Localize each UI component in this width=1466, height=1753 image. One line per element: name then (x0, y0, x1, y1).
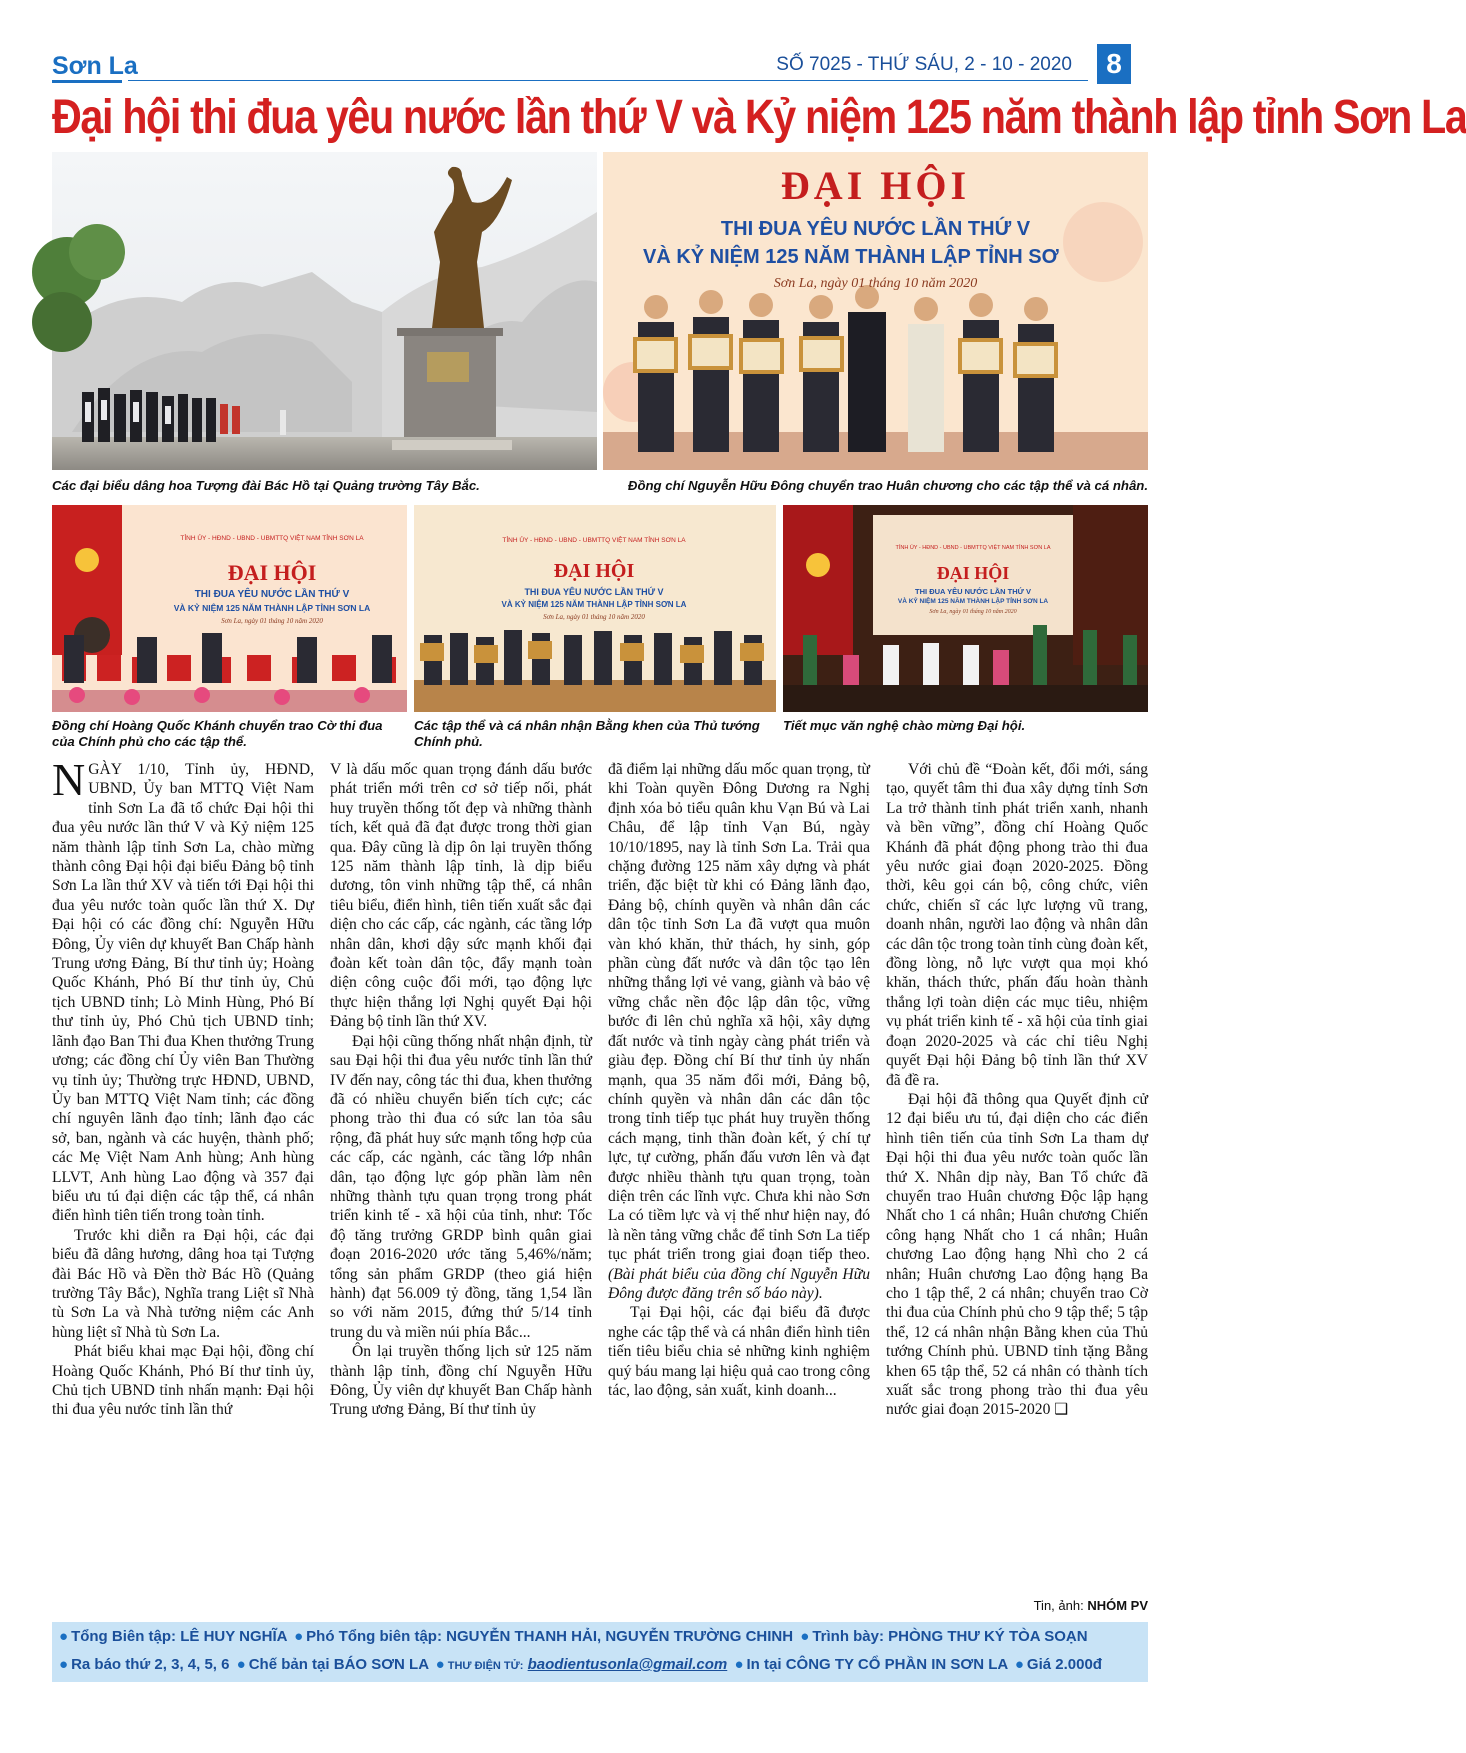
photo-certificates-caption: Các tập thể và cá nhân nhận Bằng khen của Thủ tướng Chính phủ. (414, 718, 760, 749)
masthead-footer (52, 1622, 1148, 1682)
banner3-title: ĐẠI HỘI (227, 560, 317, 585)
print-value: CÔNG TY CỔ PHẦN IN SƠN LA (785, 1656, 1008, 1673)
dropcap: N (52, 754, 86, 805)
banner-date: Sơn La, ngày 01 tháng 10 năm 2020 (773, 276, 978, 291)
footer-line-2: ● Ra báo thứ 2, 3, 4, 5, 6 ● Chế bản tại BÁO SƠN LA ● THƯ ĐIỆN TỬ: baodientusonla@gmail.com ● In tại CÔNG TY CỔ PHẦN IN SƠN LA ● Giá 2.000đ (59, 1656, 1102, 1673)
banner4-date: Sơn La, ngày 01 tháng 10 năm 2020 (543, 613, 645, 621)
header-divider (128, 80, 1088, 81)
paragraph-text: đã điểm lại những dấu mốc quan trọng, từ khi Toàn quyền Đông Dương ra Nghị định xóa bỏ tiểu quân khu Vạn Bú và Lai Châu, để lập tỉnh Vạn Bú, ngày 10/10/1895, nay là tỉnh Sơn La. Trải qua chặng đường 125 năm xây dựng và phát triển, đặc biệt từ khi có Đảng lãnh đạo, Đảng bộ, chính quyền và nhân dân các dân tộc tỉnh Sơn La đã vượt qua muôn vàn khó khăn, thử thách, hy sinh, góp phần cùng đất nước và dân tộc tạo lên những thắng lợi vẻ vang, giành và bảo vệ vững chắc nền độc lập dân tộc, vững bước đi lên chủ nghĩa xã hội, xây dựng đất nước và tỉnh ngày càng phát triển và giàu đẹp. Đồng chí Bí thư tỉnh ủy nhấn mạnh, qua 35 năm đổi mới, Đảng bộ, chính quyền và nhân dân các dân tộc trong tỉnh tiếp tục phát huy truyền thống cách mạng, tinh thần đoàn kết, ý chí tự lực, tự cường, phấn đấu vươn lên và đạt được nhiều thành tựu quan trọng, toàn diện trên các lĩnh vực. Chưa khi nào Sơn La có tiềm lực và vị thế như hiện nay, đó là nền tảng vững chắc để tỉnh Sơn La tiếp tục phát triển trong giai đoạn tiếp theo. (608, 761, 870, 1264)
byline-label: Tin, ảnh: (1033, 1598, 1084, 1613)
banner5-line3: VÀ KỶ NIỆM 125 NĂM THÀNH LẬP TỈNH SƠN LA (897, 598, 1049, 605)
headline: Đại hội thi đua yêu nước lần thứ V và Kỷ niệm 125 năm thành lập tỉnh Sơn La (52, 91, 1466, 144)
typeset-label: Chế bản tại (248, 1656, 330, 1673)
banner5-date: Sơn La, ngày 01 tháng 10 năm 2020 (929, 609, 1017, 615)
price-label: Giá (1026, 1656, 1052, 1673)
banner5-line2: THI ĐUA YÊU NƯỚC LẦN THỨ V (915, 587, 1031, 596)
photo-certificates (414, 505, 776, 712)
speech-note: (Bài phát biểu của đồng chí Nguyễn Hữu Đông được đăng trên số báo này). (608, 1265, 870, 1302)
deputy-editor-names: NGUYỄN THANH HẢI, NGUYỄN TRƯỜNG CHINH (446, 1628, 794, 1645)
layout-value: PHÒNG THƯ KÝ TÒA SOẠN (888, 1628, 1088, 1645)
editor-name: LÊ HUY NGHĨA (180, 1628, 287, 1645)
banner-line2: THI ĐUA YÊU NƯỚC LẦN THỨ V (720, 218, 1031, 240)
email-label: THƯ ĐIỆN TỬ: (447, 1660, 524, 1672)
photo-statue (52, 152, 597, 470)
section-rule (52, 80, 122, 83)
article-column-3 (608, 760, 870, 1400)
banner-title: ĐẠI HỘI (780, 163, 971, 208)
photo-flag-award-caption: Đồng chí Hoàng Quốc Khánh chuyển trao Cờ thi đua của Chính phủ cho các tập thể. (52, 718, 383, 749)
photo-awards-caption: Đồng chí Nguyễn Hữu Đông chuyển trao Huân chương cho các tập thể và cá nhân. (627, 478, 1148, 493)
publish-days: Ra báo thứ 2, 3, 4, 5, 6 (71, 1656, 230, 1673)
statue-image (52, 152, 597, 470)
paragraph: Đại hội đã thông qua Quyết định cử 12 đại biểu ưu tú, đại diện cho các điển hình tiên tiến của tỉnh Sơn La tham dự Đại hội thi đua yêu nước toàn quốc lần thứ X. Nhân dịp này, Ban Tổ chức đã chuyển trao Huân chương Độc lập hạng Nhất cho 1 cá nhân; Huân chương Chiến công hạng Nhất cho 1 cá nhân; Huân chương Lao động hạng Nhì cho 2 cá nhân; Huân chương Lao động hạng Ba cho 1 tập thể, 2 cá nhân; chuyển trao Cờ thi đua của Chính phủ cho 9 tập thể; 5 tập thể, 12 cá nhân nhận Bằng khen của Thủ tướng Chính phủ. UBND tỉnh tặng Bằng khen 65 tập thể, 52 cá nhân có thành tích xuất sắc trong phong trào thi đua yêu nước giai đoạn 2015-2020 ❑ (886, 1090, 1148, 1419)
banner4-title: ĐẠI HỘI (553, 560, 635, 582)
paragraph: Phát biểu khai mạc Đại hội, đồng chí Hoàng Quốc Khánh, Phó Bí thư tỉnh ủy, Chủ tịch UBND tỉnh nhấn mạnh: Đại hội thi đua yêu nước tỉnh lần thứ (52, 1343, 314, 1419)
photo-awards (603, 152, 1148, 470)
layout-label: Trình bày: (812, 1628, 884, 1645)
typeset-value: BÁO SƠN LA (333, 1656, 429, 1673)
page-number: 8 (1097, 44, 1131, 84)
paragraph: Ôn lại truyền thống lịch sử 125 năm thành lập tỉnh, đồng chí Nguyễn Hữu Đông, Ủy viên dự khuyết Ban Chấp hành Trung ương Đảng, Bí thư tỉnh ủy (330, 1343, 592, 1419)
banner4-top: TỈNH ỦY - HĐND - UBND - UBMTTQ VIỆT NAM TỈNH SƠN LA (502, 537, 686, 544)
email-link[interactable]: baodientusonla@gmail.com (527, 1656, 728, 1673)
photo-statue-caption: Các đại biểu dâng hoa Tượng đài Bác Hồ tại Quảng trường Tây Bắc. (52, 478, 480, 493)
banner5-top: TỈNH ỦY - HĐND - UBND - UBMTTQ VIỆT NAM TỈNH SƠN LA (895, 545, 1051, 551)
banner-line3: VÀ KỶ NIỆM 125 NĂM THÀNH LẬP TỈNH SƠ (643, 246, 1059, 268)
paragraph: Đại hội cũng thống nhất nhận định, từ sau Đại hội thi đua yêu nước tỉnh lần thứ IV đến nay, công tác thi đua, khen thưởng đã có nhiều chuyển biến tích cực; các phong trào thi đua có sức lan tỏa sâu rộng, đã phát huy sức mạnh tổng hợp của các cấp, các ngành, các tầng lớp nhân dân, tạo động lực góp phần làm nên những thành tựu quan trọng trong phát triển kinh tế - xã hội của tỉnh, như: Tốc độ tăng trưởng GRDP bình quân giai đoạn 2016-2020 ước tăng 5,46%/năm; tổng sản phẩm GRDP (theo giá hiện hành) đạt 56.009 tỷ đồng, tăng 1,54 lần so với năm 2015, đứng thứ 5/14 tỉnh trung du và miền núi phía Bắc... (330, 1032, 592, 1341)
issue-info: SỐ 7025 - THỨ SÁU, 2 - 10 - 2020 (776, 54, 1072, 75)
editor-label: Tổng Biên tập: (71, 1628, 177, 1645)
paragraph: V là dấu mốc quan trọng đánh dấu bước phát triển mới trên cơ sở tiếp nối, phát huy truyền thống tốt đẹp và những thành tích, kết quả đã đạt được trong thời gian qua. Đây cũng là dịp ôn lại truyền thống 125 năm thành lập tỉnh, là dịp biểu dương, tôn vinh những tập thể, cá nhân tiêu biểu, điển hình, tiên tiến xuất sắc đại diện cho các cấp, các ngành, các tầng lớp nhân dân, khơi dậy sức mạnh khối đại đoàn kết toàn dân tộc, đẩy mạnh toàn diện công cuộc đổi mới, tạo động lực thực hiện thắng lợi Nghị quyết Đại hội Đảng bộ tỉnh lần thứ XV. (330, 761, 592, 1031)
section-name: Sơn La (52, 52, 138, 80)
deputy-editor-label: Phó Tổng biên tập: (306, 1628, 442, 1645)
price-value: 2.000đ (1055, 1656, 1102, 1673)
paragraph-text: GÀY 1/10, Tỉnh ủy, HĐND, UBND, Ủy ban MTTQ Việt Nam tỉnh Sơn La đã tổ chức Đại hội thi đua yêu nước lần thứ V và Kỷ niệm 125 năm thành lập tỉnh Sơn La, chào mừng thành công Đại hội đại biểu Đảng bộ tỉnh Sơn La lần thứ XV và tiến tới Đại hội thi đua yêu nước toàn quốc lần thứ X. Dự Đại hội có các đồng chí: Nguyễn Hữu Đông, Ủy viên dự khuyết Ban Chấp hành Trung ương Đảng, Bí thư tỉnh ủy; Hoàng Quốc Khánh, Phó Bí thư tỉnh ủy, Chủ tịch UBND tỉnh; Lò Minh Hùng, Phó Bí thư tỉnh ủy, Phó Chủ tịch UBND tỉnh; lãnh đạo Ban Thi đua Khen thưởng Trung ương; các đồng chí Ủy viên Ban Thường vụ tỉnh ủy; Thường trực HĐND, UBND, Ủy ban MTTQ Việt Nam tỉnh; các đồng chí nguyên lãnh đạo tỉnh; lãnh đạo các sở, ban, ngành và các huyện, thành phố; các Mẹ Việt Nam Anh hùng; Anh hùng LLVT, Anh hùng Lao động và 357 đại biểu ưu tú đại diện các tập thể, cá nhân điển hình tiên tiến trong toàn tỉnh. (52, 761, 314, 1225)
banner3-top: TỈNH ỦY - HĐND - UBND - UBMTTQ VIỆT NAM TỈNH SƠN LA (180, 535, 364, 542)
byline-author: NHÓM PV (1087, 1598, 1148, 1613)
paragraph: Tại Đại hội, các đại biểu đã được nghe các tập thể và cá nhân điển hình tiên tiến tiêu biểu chia sẻ những kinh nghiệm quý báu mang lại hiệu quả cao trong công tác, lao động, sản xuất, kinh doanh... (608, 1304, 870, 1399)
article-column-4 (886, 760, 1148, 1420)
photo-flag-award (52, 505, 407, 712)
article-column-2 (330, 760, 592, 1420)
paragraph (52, 754, 314, 1226)
photo-performance-caption: Tiết mục văn nghệ chào mừng Đại hội. (783, 718, 1026, 733)
banner3-line3: VÀ KỶ NIỆM 125 NĂM THÀNH LẬP TỈNH SƠN LA (173, 603, 371, 613)
photo-performance (783, 505, 1148, 712)
banner3-line2: THI ĐUA YÊU NƯỚC LẦN THỨ V (194, 589, 350, 600)
banner3-date: Sơn La, ngày 01 tháng 10 năm 2020 (221, 617, 323, 625)
paragraph (608, 760, 870, 1303)
article-column-1 (52, 754, 314, 1420)
byline (1034, 1598, 1148, 1613)
paragraph: Trước khi diễn ra Đại hội, các đại biểu đã dâng hương, dâng hoa tại Tượng đài Bác Hồ và Đền thờ Bác Hồ (Quảng trường Tây Bắc), Nghĩa trang Liệt sĩ Nhà tù Sơn La và Nhà tưởng niệm các Anh hùng liệt sĩ Nhà tù Sơn La. (52, 1226, 314, 1341)
banner5-title: ĐẠI HỘI (936, 563, 1010, 583)
footer-line-1: ● Tổng Biên tập: LÊ HUY NGHĨA ● Phó Tổng biên tập: NGUYỄN THANH HẢI, NGUYỄN TRƯỜNG CHINH ● Trình bày: PHÒNG THƯ KÝ TÒA SOẠN (59, 1628, 1088, 1645)
paragraph: Với chủ đề “Đoàn kết, đổi mới, sáng tạo, quyết tâm thi đua xây dựng tỉnh Sơn La trở thành tỉnh phát triển xanh, nhanh và bền vững”, đồng chí Hoàng Quốc Khánh đã phát động phong trào thi đua yêu nước giai đoạn 2020-2025. Đồng thời, kêu gọi cán bộ, công chức, viên chức, chiến sĩ các lực lượng vũ trang, doanh nhân, người lao động và nhân dân các dân tộc trong toàn tỉnh cùng đoàn kết, đồng lòng, nỗ lực vượt qua mọi khó khăn, thách thức, phấn đấu hoàn thành thắng lợi toàn diện các mục tiêu, nhiệm vụ phát triển kinh tế - xã hội của tỉnh giai đoạn 2020-2025 và các chỉ tiêu Nghị quyết Đại hội Đảng bộ tỉnh lần thứ XV đã đề ra. (886, 761, 1148, 1089)
print-label: In tại (746, 1656, 782, 1673)
banner4-line2: THI ĐUA YÊU NƯỚC LẦN THỨ V (524, 587, 664, 597)
banner4-line3: VÀ KỶ NIỆM 125 NĂM THÀNH LẬP TỈNH SƠN LA (501, 600, 687, 609)
